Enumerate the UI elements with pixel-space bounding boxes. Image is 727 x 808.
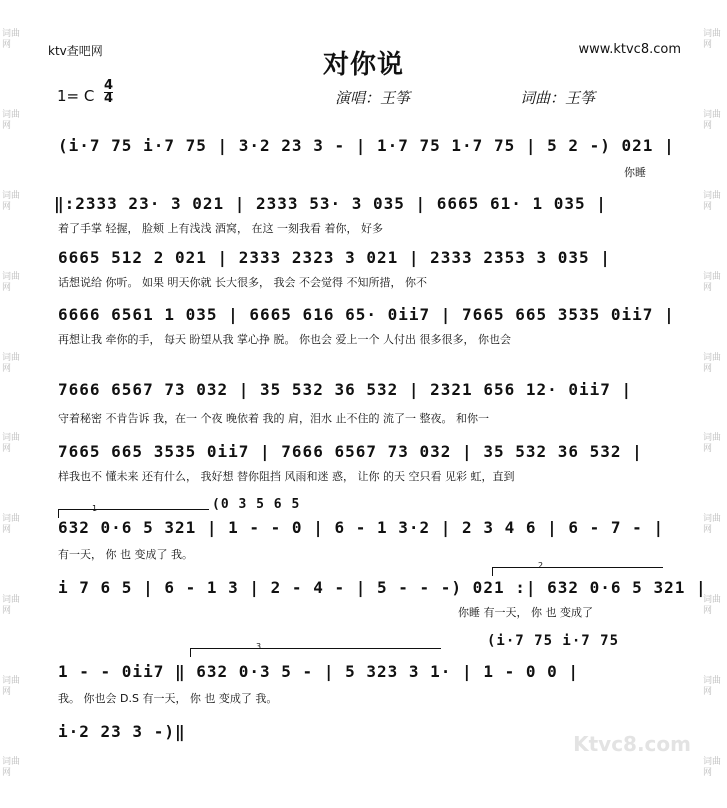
watermark-text: 词曲网 [703, 514, 722, 536]
volta-bracket-1 [58, 509, 209, 518]
watermark-text: 词曲网 [2, 594, 21, 616]
score-row-3-notes: 6665 512 2 021 | 2333 2323 3 021 | 2333 2353 3 035 | [58, 248, 611, 267]
watermark-text: 词曲网 [703, 433, 722, 455]
score-row-2-notes: ‖:2333 23· 3 021 | 2333 53· 3 035 | 6665 61· 1 035 | [54, 194, 607, 213]
time-signature [104, 80, 113, 105]
score-row-6-lyrics: 样我也不 懂未来 还有什么， 我好想 替你阻挡 风雨和迷 惑， 让你 的天 空只看 见彩 虹，直到 [58, 470, 515, 483]
watermark-text: 词曲网 [2, 756, 21, 778]
watermark-text: 词曲网 [703, 190, 722, 212]
score-row-7-notes: 632 0·6 5 321 | 1 - - 0 | 6 - 1 3·2 | 2 3 4 6 | 6 - 7 - | [58, 518, 665, 537]
score-row-9-notes: 1 - - 0ii7 ‖ 632 0·3 5 - | 5 323 3 1· | 1 - 0 0 | [58, 662, 580, 681]
watermark-text: 词曲网 [703, 110, 722, 132]
footer-watermark: Ktvc8.com [573, 732, 691, 756]
score-row-8-lyrics: 你睡 有一天， 你 也 变成了 [458, 606, 593, 619]
watermark-text: 词曲网 [2, 352, 21, 374]
time-bottom: 4 [104, 91, 114, 106]
score-row-9-lyrics: 我。 你也会 D.S 有一天， 你 也 变成了 我。 [58, 692, 278, 705]
score-row-9-pickup: (i·7 75 i·7 75 [487, 633, 620, 649]
watermark-text: 词曲网 [2, 271, 21, 293]
song-title: 对你说 [322, 50, 404, 80]
side-watermark-right [703, 0, 725, 808]
score-row-8-notes: i 7 6 5 | 6 - 1 3 | 2 - 4 - | 5 - - -) 021 :| 632 0·6 5 321 | [58, 578, 707, 597]
site-url[interactable]: www.ktvc8.com [578, 42, 681, 57]
score-row-4-notes: 6666 6561 1 035 | 6665 616 65· 0ii7 | 7665 665 3535 0ii7 | [58, 305, 675, 324]
site-name-left: ktv查吧网 [48, 44, 103, 58]
score-row-10-notes: i·2 23 3 -)‖ [58, 722, 186, 741]
volta-number-1: 1 [92, 504, 98, 513]
score-row-1-lyrics: 你睡 [624, 166, 646, 179]
watermark-text: 词曲网 [2, 514, 21, 536]
score-row-5-lyrics: 守着秘密 不肯告诉 我，在一 个夜 晚依着 我的 肩，泪水 止不住的 流了一 整夜。 和你一 [58, 412, 489, 425]
watermark-text: 词曲网 [2, 29, 21, 51]
watermark-text: 词曲网 [2, 433, 21, 455]
volta-bracket-2 [492, 567, 663, 576]
watermark-text: 词曲网 [2, 110, 21, 132]
watermark-text: 词曲网 [703, 594, 722, 616]
volta-bracket-3 [190, 648, 441, 657]
score-row-1-notes: (i·7 75 i·7 75 | 3·2 23 3 - | 1·7 75 1·7 75 | 5 2 -) 021 | [58, 136, 675, 155]
watermark-text: 词曲网 [703, 675, 722, 697]
score-row-7-pickup: (0 3 5 6 5 [212, 497, 301, 512]
score-row-6-notes: 7665 665 3535 0ii7 | 7666 6567 73 032 | 35 532 36 532 | [58, 442, 643, 461]
watermark-text: 词曲网 [703, 756, 722, 778]
time-top: 4 [104, 78, 114, 93]
composer-credit: 词曲：王筝 [520, 89, 596, 107]
watermark-text: 词曲网 [2, 190, 21, 212]
score-row-7-lyrics: 有一天， 你 也 变成了 我。 [58, 548, 193, 561]
watermark-text: 词曲网 [703, 352, 722, 374]
score-row-2-lyrics: 着了手掌 轻握， 脸颊 上有浅浅 酒窝， 在这 一刻我看 着你， 好多 [58, 222, 383, 235]
singer-credit: 演唱：王筝 [335, 89, 411, 107]
key-signature: 1= C [57, 87, 95, 105]
score-row-3-lyrics: 话想说给 你听。 如果 明天你就 长大很多， 我会 不会觉得 不知所措， 你不 [58, 276, 427, 289]
watermark-text: 词曲网 [703, 29, 722, 51]
volta-number-2: 2 [538, 561, 544, 570]
volta-number-3: 3 [256, 642, 262, 651]
watermark-text: 词曲网 [2, 675, 21, 697]
score-row-5-notes: 7666 6567 73 032 | 35 532 36 532 | 2321 656 12· 0ii7 | [58, 380, 633, 399]
side-watermark-left [2, 0, 24, 808]
score-row-4-lyrics: 再想让我 牵你的手， 每天 盼望从我 掌心挣 脱。 你也会 爱上一个 人付出 很多很多， 你也会 [58, 333, 511, 346]
watermark-text: 词曲网 [703, 271, 722, 293]
